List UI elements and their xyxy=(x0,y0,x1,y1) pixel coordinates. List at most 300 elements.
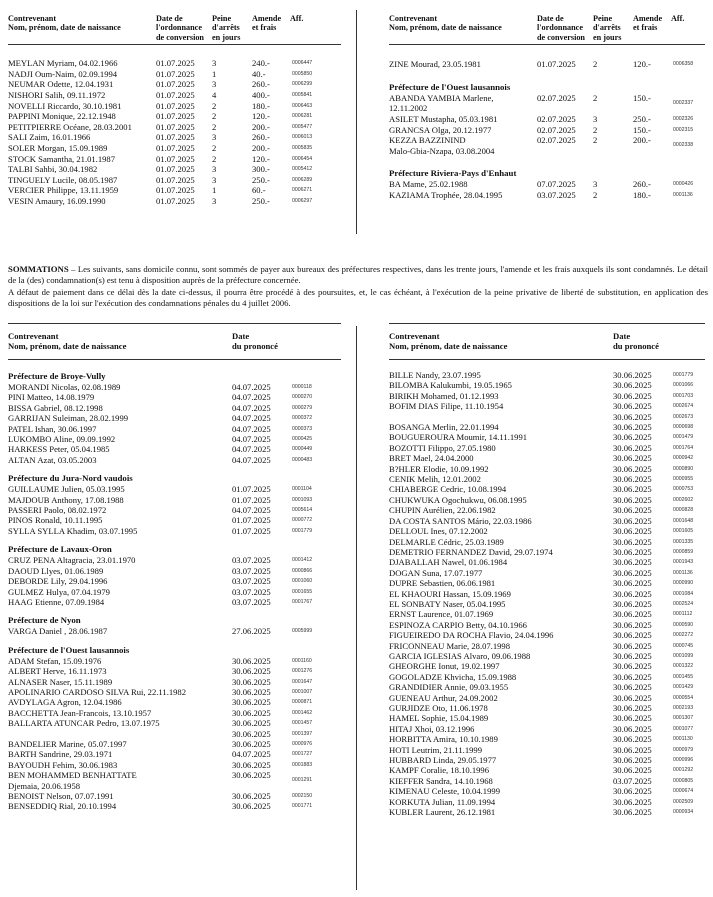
fine-amount: 180.- xyxy=(633,189,651,200)
fine-amount: 200.- xyxy=(252,121,270,132)
offender-name: HOTI Leutrim, 21.11.1999 xyxy=(389,744,483,755)
fine-amount: 200.- xyxy=(252,142,270,153)
table-row xyxy=(389,391,705,401)
offender-name: GUENEAU Arthur, 24.09.2002 xyxy=(389,692,498,703)
case-ref: 0000976 xyxy=(292,740,313,747)
table-row xyxy=(389,401,705,422)
offender-name: VERCIER Philippe, 13.11.1959 xyxy=(8,185,119,196)
case-ref: 0002509 xyxy=(673,798,694,805)
pronouncement-date: 30.06.2025 xyxy=(613,692,652,703)
pronouncement-date: 03.07.2025 xyxy=(232,596,271,607)
table-row xyxy=(8,801,341,811)
table-row xyxy=(389,786,705,796)
case-ref: 0000373 xyxy=(292,425,313,432)
table-row xyxy=(8,90,341,101)
offender-name: KIEFFER Sandra, 14.10.1968 xyxy=(389,775,493,786)
case-ref: 0000745 xyxy=(673,642,694,649)
table-row xyxy=(8,424,341,434)
fine-amount: 300.- xyxy=(252,164,270,175)
table-row xyxy=(8,770,341,791)
case-ref: 0000979 xyxy=(673,746,694,753)
case-ref: 0000270 xyxy=(292,394,313,401)
case-ref: 0005835 xyxy=(292,144,313,151)
case-ref: 0006299 xyxy=(292,81,313,88)
pronouncement-date: 01.07.2025 xyxy=(232,525,271,536)
case-ref: 0001060 xyxy=(292,578,313,585)
case-ref: 0001703 xyxy=(673,392,694,399)
offender-name: TINGUELY Lucile, 08.05.1987 xyxy=(8,174,118,185)
table-row xyxy=(8,576,341,586)
offender-name: NADJI Oum-Naim, 02.09.1994 xyxy=(8,68,118,79)
conversion-table-section xyxy=(389,179,705,200)
table-row xyxy=(389,484,705,494)
pronouncement-date: 30.06.2025 xyxy=(613,703,652,713)
arrest-days: 1 xyxy=(212,185,217,196)
arrest-days: 2 xyxy=(593,59,598,70)
case-ref: 0001779 xyxy=(673,372,694,378)
table-row xyxy=(389,651,705,661)
table-row xyxy=(389,755,705,765)
pronouncement-date: 30.06.2025 xyxy=(613,640,652,651)
table-row xyxy=(8,175,341,186)
offender-name: HUBBARD Linda, 29.05.1977 xyxy=(389,755,497,766)
case-ref: 0000996 xyxy=(673,757,694,764)
case-ref: 0000772 xyxy=(292,517,313,524)
sommations-paragraph-2: A défaut de paiement dans ce délai dès la date ci-dessus, il pourra être procédé à des poursuites, et, le cas échéant, à l'exécution de la peine privative de liberté de substitution, en application des dispositions de la loi sur l'exécution des condamnations pénales du 4 juillet 2006. xyxy=(8,287,708,308)
offender-name: BOUGUEROURA Moumir, 14.11.1991 xyxy=(389,432,528,443)
offender-name: KIMENAU Celeste, 10.04.1999 xyxy=(389,786,500,797)
offender-name: BIRIKH Mohamed, 01.12.1993 xyxy=(389,390,499,401)
table-row xyxy=(389,568,705,578)
offender-name: BAYOUDH Fehim, 30.06.1983 xyxy=(8,759,118,770)
fine-amount: 180.- xyxy=(252,100,270,111)
fine-amount: 250.- xyxy=(252,174,270,185)
order-date: 01.07.2025 xyxy=(156,195,195,206)
table-row xyxy=(8,656,341,666)
table-row xyxy=(8,154,341,165)
prefecture-heading: Préfecture de l'Ouest lausannois xyxy=(8,644,130,655)
table-row xyxy=(389,474,705,484)
case-ref: 0006281 xyxy=(292,113,313,120)
case-ref: 0000372 xyxy=(292,415,313,422)
case-ref: 0005614 xyxy=(292,507,313,514)
offender-name: KEZZA BAZZININD Malo-Gbia-Nzapa, 03.08.2004 xyxy=(389,135,495,156)
header-offender: Contrevenant Nom, prénom, date de naissance xyxy=(389,14,502,33)
bottom-left-block xyxy=(8,331,341,812)
pronouncement-date: 01.07.2025 xyxy=(232,484,271,495)
table-row xyxy=(8,495,341,505)
table-row xyxy=(8,597,341,607)
table-row xyxy=(389,547,705,557)
table-row xyxy=(8,122,341,133)
table-row xyxy=(8,392,341,402)
table-row xyxy=(389,125,705,136)
offender-name: PAPPINI Monique, 22.12.1948 xyxy=(8,111,116,122)
offender-name: APOLINARIO CARDOSO SILVA Rui, 22.11.1982 xyxy=(8,686,187,697)
case-ref: 0000449 xyxy=(292,446,313,453)
header-name: Contrevenant Nom, prénom, date de naissance xyxy=(389,331,508,351)
case-ref: 0000279 xyxy=(292,404,313,411)
table-row xyxy=(8,413,341,423)
table-row xyxy=(389,135,705,156)
table-row xyxy=(389,179,705,190)
header-fine: Amende et frais xyxy=(252,14,282,33)
pronouncement-date: 30.06.2025 xyxy=(613,661,652,672)
case-ref: 0001291 xyxy=(292,777,313,784)
pronouncement-date: 30.06.2025 xyxy=(613,515,652,526)
table-row xyxy=(389,734,705,744)
case-ref: 0000942 xyxy=(673,455,694,462)
offender-name: KORKUTA Julian, 11.09.1994 xyxy=(389,796,496,807)
case-ref: 0000866 xyxy=(292,567,313,574)
offender-name: ZINE Mourad, 23.05.1981 xyxy=(389,59,481,70)
fine-amount: 120.- xyxy=(252,153,270,164)
table-row xyxy=(8,79,341,90)
case-ref: 0001307 xyxy=(673,715,694,722)
case-ref: 0000955 xyxy=(673,476,694,483)
case-ref: 0001112 xyxy=(673,611,693,618)
table-row xyxy=(8,708,341,718)
case-ref: 0001462 xyxy=(292,709,313,716)
case-ref: 0001130 xyxy=(673,736,693,743)
pronouncement-date: 30.06.2025 xyxy=(613,536,652,547)
horizontal-rule xyxy=(389,323,705,324)
table-row xyxy=(8,555,341,565)
sommation-table-section xyxy=(8,626,341,636)
pronouncement-date: 30.06.2025 xyxy=(613,546,652,557)
table-row xyxy=(8,749,341,759)
pronouncement-date: 04.07.2025 xyxy=(232,434,271,445)
header-ref: Aff. xyxy=(671,14,685,23)
fine-amount: 120.- xyxy=(252,111,270,122)
offender-name: DEBORDE Lily, 29.04.1996 xyxy=(8,576,108,587)
table-row xyxy=(389,641,705,651)
arrest-days: 2 xyxy=(593,189,598,200)
table-row xyxy=(389,443,705,453)
offender-name: DEMETRIO FERNANDEZ David, 29.07.1974 xyxy=(389,546,553,557)
case-ref: 0006463 xyxy=(292,102,313,109)
order-date: 01.07.2025 xyxy=(537,59,576,70)
bottom-right-table xyxy=(389,370,705,817)
sommation-table-section xyxy=(8,484,341,536)
table-row xyxy=(8,111,341,122)
case-ref: 0001767 xyxy=(292,598,313,605)
order-date: 01.07.2025 xyxy=(156,142,195,153)
offender-name: BEN MOHAMMED BENHATTATE Djemaia, 20.06.1958 xyxy=(8,770,137,791)
pronouncement-date: 30.06.2025 xyxy=(613,630,652,641)
offender-name: ADAM Stefan, 15.09.1976 xyxy=(8,655,102,666)
header-ref: Aff. xyxy=(290,14,304,23)
offender-name: BILLE Nandy, 23.07.1995 xyxy=(389,370,481,380)
case-ref: 0000934 xyxy=(673,809,694,816)
offender-name: EL SONBATY Naser, 05.04.1995 xyxy=(389,598,506,609)
offender-name: VARGA Daniel , 28.06.1987 xyxy=(8,626,108,637)
offender-name: PINOS Ronald, 10.11.1995 xyxy=(8,515,103,526)
pronouncement-date: 03.07.2025 xyxy=(232,576,271,587)
case-ref: 0001655 xyxy=(292,588,313,595)
pronouncement-date: 30.06.2025 xyxy=(613,432,652,443)
offender-name: CHUKWUKA Ogochukwu, 06.08.1995 xyxy=(389,494,527,505)
offender-name: DOGAN Suna, 17.07.1977 xyxy=(389,567,483,578)
table-row xyxy=(389,526,705,536)
table-row xyxy=(389,505,705,515)
arrest-days: 3 xyxy=(212,195,217,206)
table-row xyxy=(8,185,341,196)
bottom-left-body xyxy=(8,371,341,812)
offender-name: HAMEL Sophie, 15.04.1989 xyxy=(389,713,489,724)
offender-name: AVDYLAGA Agron, 12.04.1986 xyxy=(8,697,122,708)
case-ref: 0000426 xyxy=(673,181,694,188)
arrest-days: 3 xyxy=(593,179,598,190)
table-row xyxy=(8,515,341,525)
header-order-date: Date de l'ordonnance de conversion xyxy=(156,14,204,42)
table-row xyxy=(389,682,705,692)
case-ref: 0002337 xyxy=(673,100,694,107)
offender-name: NISHORI Salih, 09.11.1972 xyxy=(8,90,106,100)
case-ref: 0002150 xyxy=(292,793,313,799)
arrest-days: 3 xyxy=(212,79,217,90)
table-row xyxy=(8,455,341,465)
case-ref: 0005999 xyxy=(292,628,313,635)
table-row xyxy=(8,626,341,636)
bottom-right-header xyxy=(389,331,705,355)
pronouncement-date: 30.06.2025 xyxy=(613,422,652,433)
conversion-table-header xyxy=(389,14,705,42)
offender-name: CHUPIN Aurélien, 22.06.1982 xyxy=(389,505,496,516)
arrest-days: 3 xyxy=(593,114,598,124)
offender-name: CRUZ PENA Altagracia, 23.01.1970 xyxy=(8,555,136,566)
table-row xyxy=(8,69,341,80)
order-date: 01.07.2025 xyxy=(156,100,195,111)
pronouncement-date: 30.06.2025 xyxy=(613,494,652,505)
table-row xyxy=(8,382,341,392)
offender-name: DUPRE Sebastien, 06.06.1981 xyxy=(389,578,496,589)
table-row xyxy=(389,693,705,703)
pronouncement-date: 30.06.2025 xyxy=(613,567,652,578)
arrest-days: 4 xyxy=(212,90,217,100)
table-row xyxy=(389,453,705,463)
pronouncement-date: 30.06.2025 xyxy=(232,738,271,749)
pronouncement-date: 30.06.2025 xyxy=(232,791,271,801)
pronouncement-date: 30.06.2025 xyxy=(232,770,271,781)
case-ref: 0005477 xyxy=(292,123,313,130)
pronouncement-date: 30.06.2025 xyxy=(232,697,271,708)
case-ref: 0001455 xyxy=(673,673,694,680)
offender-name: SALI Zaim, 16.01.1966 xyxy=(8,132,91,143)
fine-amount: 250.- xyxy=(252,195,270,206)
pronouncement-date: 30.06.2025 xyxy=(232,686,271,697)
arrest-days: 3 xyxy=(212,174,217,185)
header-name: Contrevenant Nom, prénom, date de naissance xyxy=(8,331,127,351)
case-ref: 0001136 xyxy=(673,191,693,198)
case-ref: 0006013 xyxy=(292,134,313,141)
case-ref: 0001322 xyxy=(673,663,694,670)
pronouncement-date: 30.06.2025 xyxy=(613,609,652,620)
table-row xyxy=(8,132,341,143)
pronouncement-date: 30.06.2025 xyxy=(613,557,652,568)
arrest-days: 3 xyxy=(212,132,217,143)
fine-amount: 120.- xyxy=(633,59,651,70)
offender-name: BALLARTA ATUNCAR Pedro, 13.07.1975 xyxy=(8,718,160,729)
offender-name: GHEORGHE Ionut, 19.02.1997 xyxy=(389,661,500,672)
pronouncement-date: 30.06.2025 30.06.2025 xyxy=(232,718,271,739)
table-row xyxy=(389,537,705,547)
offender-name: BILOMBA Kalukumbi, 19.05.1965 xyxy=(389,380,512,391)
pronouncement-date: 30.06.2025 xyxy=(613,474,652,485)
pronouncement-date: 30.06.2025 xyxy=(613,390,652,401)
table-row xyxy=(389,578,705,588)
offender-name: SOLER Morgan, 15.09.1989 xyxy=(8,142,108,153)
pronouncement-date: 27.06.2025 xyxy=(232,626,271,637)
sommations-lead: SOMMATIONS xyxy=(8,264,69,274)
case-ref: 0001160 xyxy=(292,657,312,664)
table-row xyxy=(389,380,705,390)
case-ref: 0000871 xyxy=(292,699,313,706)
pronouncement-date: 30.06.2025 xyxy=(232,759,271,770)
pronouncement-date: 04.07.2025 xyxy=(232,749,271,760)
pronouncement-date: 30.06.2025 xyxy=(613,765,652,776)
offender-name: GURJIDZE Oto, 11.06.1978 xyxy=(389,703,488,713)
header-date: Date du prononcé xyxy=(232,331,278,351)
table-row xyxy=(8,587,341,597)
table-row xyxy=(389,190,705,201)
table-row xyxy=(389,713,705,723)
table-row xyxy=(389,797,705,807)
offender-name: PETITPIERRE Océane, 28.03.2001 xyxy=(8,121,132,132)
pronouncement-date: 30.06.2025 xyxy=(613,463,652,474)
offender-name: ASILET Mustapha, 05.03.1981 xyxy=(389,114,498,124)
case-ref: 0001605 xyxy=(673,528,694,535)
conversion-table-left-body xyxy=(8,58,341,206)
prefecture-heading: Préfecture Riviera-Pays d'Enhaut xyxy=(389,168,517,179)
offender-name: BARTH Sandrine, 29.03.1971 xyxy=(8,749,113,760)
offender-name: ABANDA YAMBIA Marlene, 12.11.2002 xyxy=(389,92,494,114)
header-offender: Contrevenant Nom, prénom, date de naissance xyxy=(8,14,121,33)
fine-amount: 260.- xyxy=(633,179,651,190)
offender-name: MAJDOUB Anthony, 17.08.1988 xyxy=(8,494,124,505)
pronouncement-date: 30.06.2025 xyxy=(613,380,652,391)
case-ref: 0000805 xyxy=(673,777,694,784)
case-ref: 0001099 xyxy=(673,652,694,659)
table-row xyxy=(8,434,341,444)
case-ref: 0001883 xyxy=(292,761,313,768)
offender-name: BISSA Gabriel, 08.12.1998 xyxy=(8,402,103,413)
arrest-days: 2 xyxy=(212,153,217,164)
table-row xyxy=(8,164,341,175)
case-ref: 0000753 xyxy=(673,486,694,493)
case-ref: 0000590 xyxy=(673,621,694,628)
table-row xyxy=(8,58,341,69)
case-ref: 0000990 xyxy=(673,580,694,587)
order-date: 02.07.2025 xyxy=(537,124,576,135)
case-ref: 0001647 xyxy=(292,678,313,685)
table-row xyxy=(389,114,705,125)
header-order-date: Date de l'ordonnance de conversion xyxy=(537,14,585,42)
case-ref: 0002602 xyxy=(673,496,694,503)
case-ref: 0002326 xyxy=(673,116,694,122)
case-ref: 0002315 xyxy=(673,126,694,133)
conversion-table-section xyxy=(389,93,705,157)
order-date: 02.07.2025 xyxy=(537,135,576,146)
conversion-table-left xyxy=(8,14,341,42)
pronouncement-date: 30.06.2025 xyxy=(613,796,652,807)
case-ref: 0006297 xyxy=(292,197,313,204)
offender-name: FIGUEIREDO DA ROCHA Flavio, 24.04.1996 xyxy=(389,630,554,641)
case-ref: 0000674 xyxy=(673,788,694,795)
offender-name: B?HLER Elodie, 10.09.1992 xyxy=(389,463,489,474)
table-row xyxy=(389,432,705,442)
header-fine: Amende et frais xyxy=(633,14,663,33)
offender-name: STOCK Samantha, 21.01.1987 xyxy=(8,153,116,164)
arrest-days: 3 xyxy=(212,58,217,69)
case-ref: 0000698 xyxy=(673,424,694,431)
case-ref: 0005841 xyxy=(292,92,313,98)
pronouncement-date: 01.07.2025 xyxy=(232,494,271,505)
table-row xyxy=(389,661,705,671)
pronouncement-date: 30.06.2025 xyxy=(232,666,271,677)
fine-amount: 40.- xyxy=(252,68,266,79)
offender-name: GARCIA IGLESIAS Alvaro, 09.06.1988 xyxy=(389,650,531,661)
case-ref: 0001779 xyxy=(292,527,313,534)
fine-amount: 400.- xyxy=(252,90,270,100)
table-row xyxy=(389,630,705,640)
offender-name: EL KHAOURI Hassan, 15.09.1969 xyxy=(389,588,511,599)
offender-name: ALTAN Azat, 03.05.2003 xyxy=(8,454,97,465)
pronouncement-date: 30.06.2025 xyxy=(613,619,652,630)
table-row xyxy=(8,697,341,707)
case-ref: 0000118 xyxy=(292,384,312,390)
offender-name: PASSERI Paolo, 08.02.1972 xyxy=(8,505,107,516)
case-ref: 0006289 xyxy=(292,176,313,183)
offender-name: GULMEZ Hulya, 07.04.1979 xyxy=(8,586,110,597)
table-row xyxy=(8,403,341,413)
offender-name: SYLLA SYLLA Khadim, 03.07.1995 xyxy=(8,525,138,536)
offender-name: DELMARLE Cédric, 25.03.1989 xyxy=(389,536,504,547)
offender-name: BA Mame, 25.02.1988 xyxy=(389,179,468,190)
fine-amount: 200.- xyxy=(633,135,651,146)
order-date: 01.07.2025 xyxy=(156,79,195,90)
pronouncement-date: 30.06.2025 xyxy=(613,578,652,589)
offender-name: BENOIST Nelson, 07.07.1991 xyxy=(8,791,114,801)
pronouncement-date: 04.07.2025 xyxy=(232,392,271,403)
prefecture-heading: Préfecture de Broye-Vully xyxy=(8,371,106,381)
sommation-table-section xyxy=(8,555,341,607)
offender-name: ESPINOZA CARPIO Betty, 04.10.1966 xyxy=(389,619,527,630)
column-divider-bottom xyxy=(356,326,357,890)
pronouncement-date: 30.06.2025 xyxy=(613,588,652,599)
case-ref: 0001276 xyxy=(292,668,313,675)
pronouncement-date: 03.07.2025 xyxy=(232,586,271,597)
case-ref: 0002338 xyxy=(673,142,694,149)
pronouncement-date: 30.06.2025 xyxy=(613,734,652,745)
offender-name: VESIN Amaury, 16.09.1990 xyxy=(8,195,106,206)
pronouncement-date: 30.06.2025 30.06.2025 xyxy=(613,401,652,422)
conversion-table-section xyxy=(389,59,705,70)
case-ref: 0000425 xyxy=(292,436,313,443)
pronouncement-date: 30.06.2025 xyxy=(232,676,271,687)
offender-name: LUKOMBO Aline, 09.09.1992 xyxy=(8,434,116,445)
case-ref: 0001077 xyxy=(673,725,694,732)
order-date: 03.07.2025 xyxy=(537,189,576,200)
case-ref: 0001457 0001397 xyxy=(292,720,313,737)
fine-amount: 260.- xyxy=(252,79,270,90)
pronouncement-date: 30.06.2025 xyxy=(613,526,652,537)
table-row xyxy=(389,93,705,114)
offender-name: BOZOTTI Filippo, 27.05.1980 xyxy=(389,442,496,453)
offender-name: HITAJ Xhoi, 03.12.1996 xyxy=(389,723,475,734)
offender-name: DJABALLAH Nawel, 01.06.1984 xyxy=(389,557,508,568)
order-date: 01.07.2025 xyxy=(156,164,195,175)
